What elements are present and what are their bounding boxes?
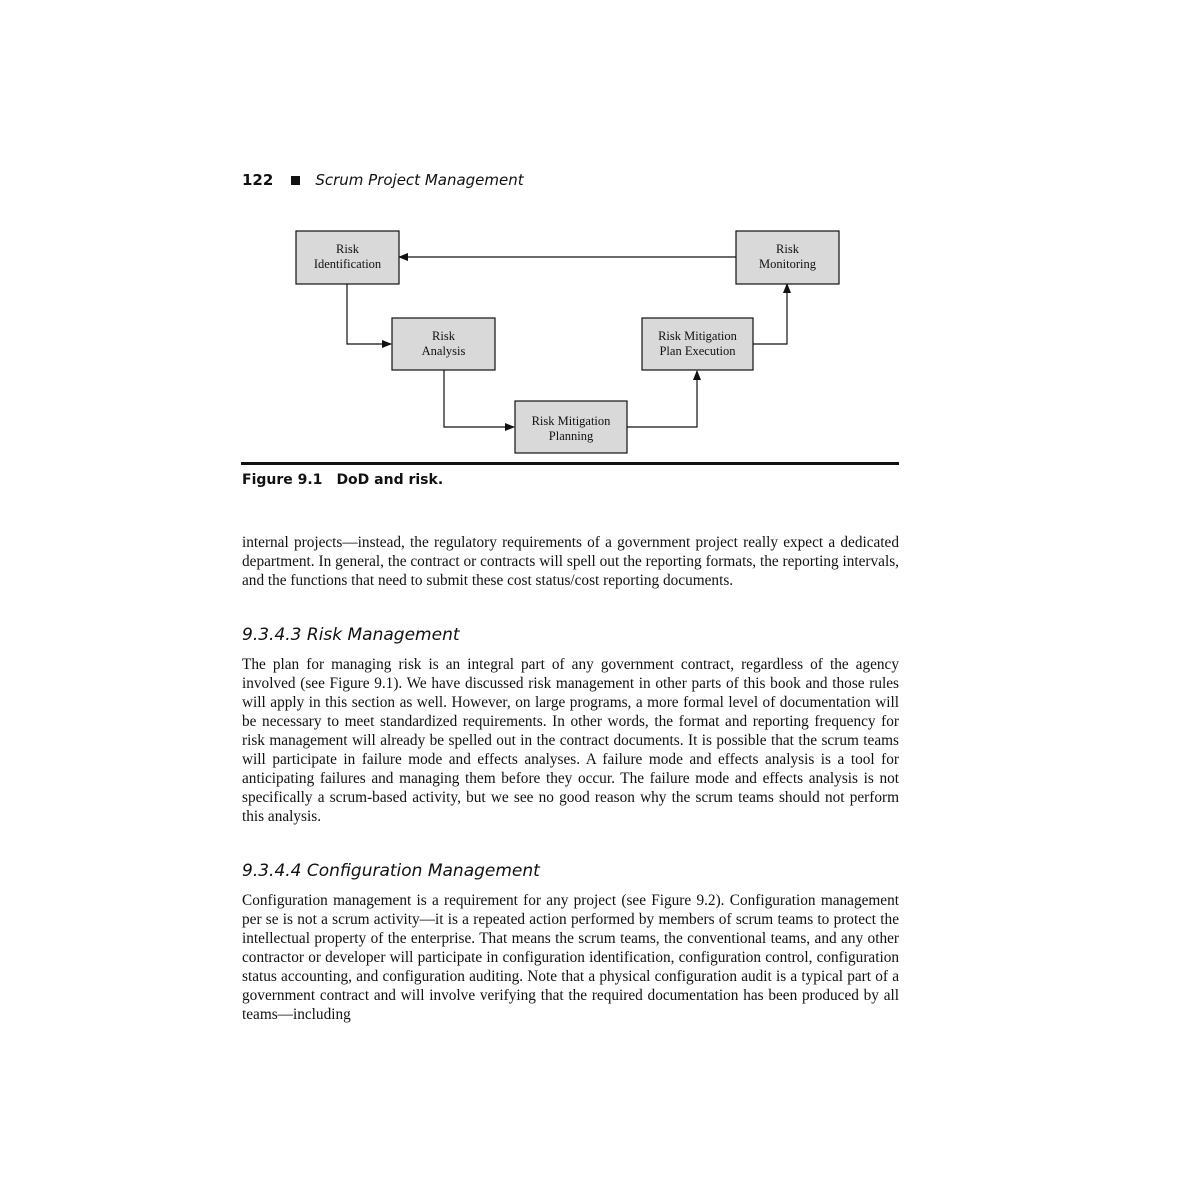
- figure-rule: [241, 462, 899, 465]
- connector-planning-to-execution: [627, 371, 697, 427]
- risk-cycle-diagram: [0, 0, 1200, 470]
- node-risk-mitigation-plan-execution-line-2: Plan Execution: [659, 344, 736, 358]
- node-risk-analysis-line-2: Analysis: [421, 344, 466, 358]
- paragraph-risk-management: The plan for managing risk is an integral part of any government contract, regardless of the agency involved (see Figure 9.1). We have discussed risk management in other parts of this book and those rules will apply in this section as well. However, on large programs, a more formal level of documentation will be necessary to meet standardized requirements. In other words, the format and reporting frequency for risk management will already be spelled out in the contract documents. It is possible that the scrum teams will participate in failure mode and effects analyses. A failure mode and effects analysis is a tool for anticipating failures and managing them before they occur. The failure mode and effects analysis is not specifically a scrum-based activity, but we see no good reason why the scrum teams should not perform this analysis.: [242, 656, 899, 825]
- node-risk-identification-line-1: Risk: [336, 242, 359, 256]
- node-risk-monitoring-line-2: Monitoring: [759, 257, 816, 271]
- paragraph-internal-projects: internal projects—instead, the regulatory requirements of a government project really expect a dedicated department. In general, the contract or contracts will spell out the reporting formats, the reporting intervals, and the functions that need to submit these cost status/cost reporting documents.: [242, 534, 899, 589]
- section-heading-risk-management: 9.3.4.3 Risk Management: [242, 625, 460, 645]
- node-risk-monitoring-line-1: Risk: [776, 242, 799, 256]
- figure-caption-text: DoD and risk.: [336, 472, 444, 488]
- node-risk-analysis: [392, 318, 495, 370]
- figure-caption: [242, 472, 443, 488]
- node-risk-mitigation-plan-execution: [642, 318, 753, 370]
- node-risk-analysis-line-1: Risk: [432, 329, 455, 343]
- node-risk-mitigation-planning-line-1: Risk Mitigation: [531, 414, 611, 428]
- figure-caption-label: Figure 9.1: [242, 472, 323, 488]
- book-title: Scrum Project Management: [315, 171, 524, 189]
- section-heading-configuration-management: 9.3.4.4 Configuration Management: [242, 861, 540, 881]
- connector-execution-to-monitoring: [753, 284, 787, 344]
- connector-identification-to-analysis: [347, 284, 391, 344]
- page-number: 122: [242, 171, 274, 189]
- node-risk-identification: [296, 231, 399, 284]
- paragraph-configuration-management: Configuration management is a requirement for any project (see Figure 9.2). Configuration management per se is not a scrum activity—it is a repeated action performed by members of scrum teams to protect the intellectual property of the enterprise. That means the scrum teams, the conventional teams, and any other contractor or developer will participate in configuration identification, configuration control, configuration status accounting, and configuration auditing. Note that a physical configuration audit is a typical part of a government contract and will involve verifying that the required documentation has been produced by all teams—including: [242, 892, 899, 1023]
- node-risk-mitigation-planning-line-2: Planning: [548, 429, 594, 443]
- connector-analysis-to-planning: [444, 370, 514, 427]
- node-risk-mitigation-planning: [515, 401, 627, 453]
- node-risk-monitoring: [736, 231, 839, 284]
- node-risk-mitigation-plan-execution-line-1: Risk Mitigation: [658, 329, 737, 343]
- node-risk-identification-line-2: Identification: [313, 257, 382, 271]
